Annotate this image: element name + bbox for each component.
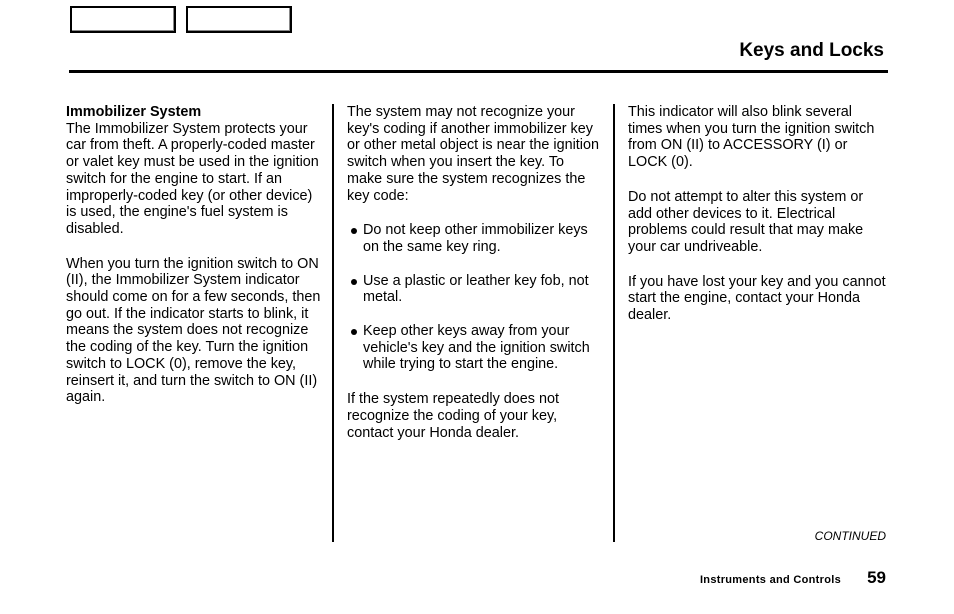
indicator-paragraph: When you turn the ignition switch to ON (II), the Immobilizer System indicator should come on for a few seconds, then go out. If the indicator starts to blink, it means the system does not recognize the coding of the key. Turn the ignition switch to LOCK (0), remove the key, reinsert it, and turn the switch to ON (II) again. [66,255,321,406]
bullet-icon [351,279,357,285]
continued-label: CONTINUED [814,529,886,543]
text-column-3 [628,104,890,342]
list-item [347,323,602,373]
column-divider-1 [332,104,334,542]
tips-list [347,222,602,373]
page-number: 59 [867,568,886,587]
bullet-icon [351,228,357,234]
page-title: Keys and Locks [739,40,884,61]
dealer-paragraph: If the system repeatedly does not recognize the coding of your key, contact your Honda dealer. [347,391,559,441]
nav-tab-box-2[interactable] [186,6,292,33]
list-item-text: Keep other keys away from your vehicle's key and the ignition switch while trying to start the engine. [363,323,590,373]
column-divider-2 [613,104,615,542]
warning-paragraph: Do not attempt to alter this system or add other devices to it. Electrical problems could result that may make your car undriveable. [628,188,864,255]
section-heading: Immobilizer System [66,104,202,120]
lost-key-paragraph: If you have lost your key and you cannot start the engine, contact your Honda dealer. [628,273,886,324]
recognition-paragraph: The system may not recognize your key's coding if another immobilizer key or other metal object is near the ignition switch when you insert the key. To make sure the system recognizes the key code: [347,104,599,204]
list-item-text: Do not keep other immobilizer keys on the same key ring. [363,222,588,255]
list-item-text: Use a plastic or leather key fob, not metal. [363,272,589,306]
section-block [66,104,324,238]
list-item [347,273,602,306]
title-divider [69,70,888,73]
text-column-1 [66,104,324,424]
text-column-2 [347,104,602,459]
intro-paragraph: The Immobilizer System protects your car from theft. A properly-coded master or valet key must be used in the ignition switch for the engine to start. If an improperly-coded key (or other device) is used, the engine's fuel system is disabled. [66,120,319,237]
nav-tab-box-1[interactable] [70,6,176,33]
list-item [347,222,602,255]
blink-paragraph: This indicator will also blink several times when you turn the ignition switch from ON (II) to ACCESSORY (I) or LOCK (0). [628,104,875,171]
footer-section-title: Instruments and Controls [699,574,841,586]
bullet-icon [351,329,357,335]
